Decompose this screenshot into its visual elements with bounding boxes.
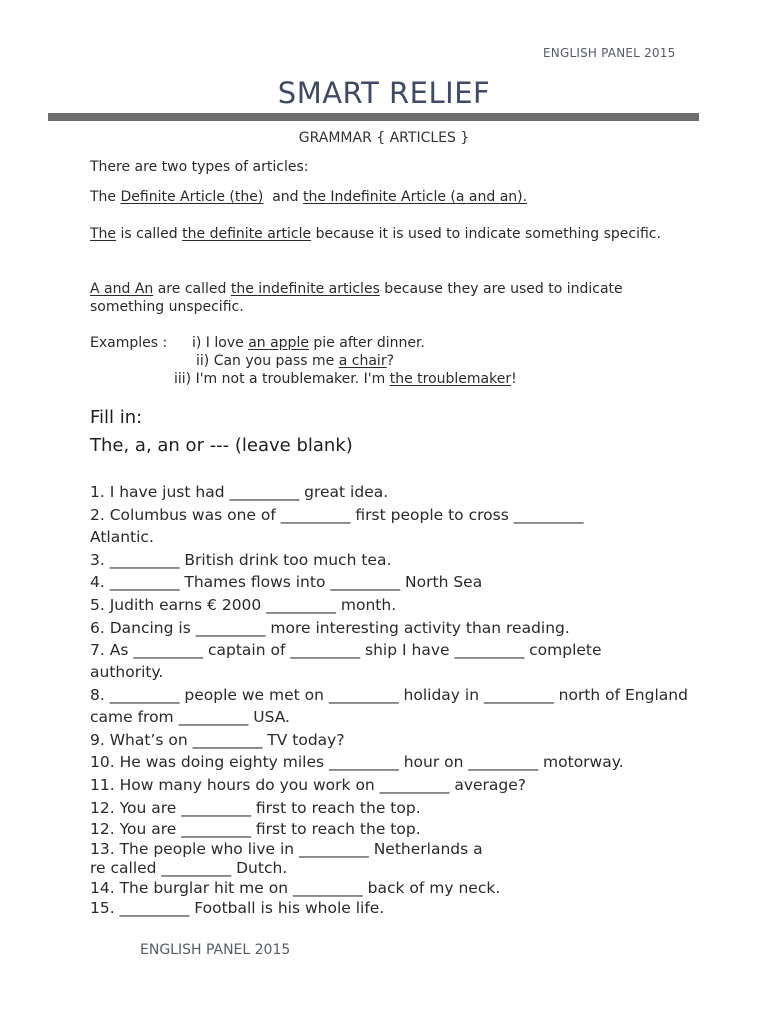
question-10: 10. He was doing eighty miles _________ hour on _________ motorway.	[90, 753, 624, 771]
example-3	[174, 370, 517, 388]
header-panel-label: ENGLISH PANEL 2015	[543, 46, 676, 60]
intro-line-1-text: There are two types of articles:	[90, 159, 309, 175]
para-2-text-1: are called	[153, 281, 231, 297]
example-1-article: an apple	[248, 335, 309, 351]
example-3-article: the troublemaker	[389, 371, 512, 387]
intro-line-2	[90, 188, 680, 206]
example-2-article: a chair	[338, 353, 387, 369]
fill-in-instructions: The, a, an or --- (leave blank)	[90, 435, 353, 456]
indefinite-article-paragraph	[90, 280, 680, 316]
example-3-text-1: iii) I'm not a troublemaker. I'm	[174, 371, 390, 387]
definite-article-term: Definite Article (the)	[120, 189, 264, 205]
question-5: 5. Judith earns € 2000 _________ month.	[90, 596, 397, 614]
question-2: 2. Columbus was one of _________ first people to cross _________ Atlantic.	[90, 506, 584, 546]
question-15: 15. _________ Football is his whole life.	[90, 899, 385, 917]
page-title: SMART RELIEF	[277, 76, 491, 110]
the-indefinite-articles-term: the indefinite articles	[230, 281, 380, 297]
question-9: 9. What’s on _________ TV today?	[90, 731, 345, 749]
example-2-text-2: ?	[386, 353, 395, 369]
question-4: 4. _________ Thames flows into _________ North Sea	[90, 573, 483, 591]
a-and-an-term: A and An	[90, 281, 154, 297]
question-7: 7. As _________ captain of _________ ship I have _________ complete authority.	[90, 641, 602, 681]
example-1-text-1: i) I love	[192, 335, 249, 351]
question-12-repeat: 12. You are _________ first to reach the top.	[90, 820, 421, 838]
question-13-continued: re called _________ Dutch.	[90, 859, 288, 877]
intro-line-2-part-2: and	[263, 189, 303, 205]
indefinite-article-term: the Indefinite Article (a and an).	[303, 189, 528, 205]
question-1: 1. I have just had _________ great idea.	[90, 483, 389, 501]
question-14: 14. The burglar hit me on _________ back of my neck.	[90, 879, 501, 897]
definite-article-paragraph	[90, 225, 680, 243]
para-1-text-1: is called	[116, 226, 183, 242]
question-3: 3. _________ British drink too much tea.	[90, 551, 392, 569]
question-6: 6. Dancing is _________ more interesting activity than reading.	[90, 619, 570, 637]
example-1	[192, 334, 425, 352]
title-rule	[48, 113, 699, 121]
question-8: 8. _________ people we met on _________ holiday in _________ north of England came from _________ USA.	[90, 686, 688, 726]
intro-line-1	[90, 158, 680, 176]
question-11: 11. How many hours do you work on _________ average?	[90, 776, 527, 794]
the-definite-article-term: the definite article	[182, 226, 312, 242]
question-13: 13. The people who live in _________ Netherlands a	[90, 840, 483, 858]
example-1-text-2: pie after dinner.	[308, 335, 425, 351]
intro-line-2-part-1: The	[90, 189, 121, 205]
para-2-text-2: because they are used to indicate something unspecific.	[90, 281, 623, 315]
fill-in-heading: Fill in:	[90, 407, 143, 428]
example-2-text-1: ii) Can you pass me	[196, 353, 339, 369]
example-2	[196, 352, 394, 370]
example-3-text-2: !	[511, 371, 517, 387]
page-subtitle: GRAMMAR { ARTICLES }	[298, 130, 470, 146]
footer-panel-label: ENGLISH PANEL 2015	[140, 942, 291, 958]
para-1-text-2: because it is used to indicate something specific.	[311, 226, 661, 242]
examples-label: Examples :	[90, 335, 168, 351]
question-12: 12. You are _________ first to reach the top.	[90, 799, 421, 817]
the-term: The	[90, 226, 117, 242]
